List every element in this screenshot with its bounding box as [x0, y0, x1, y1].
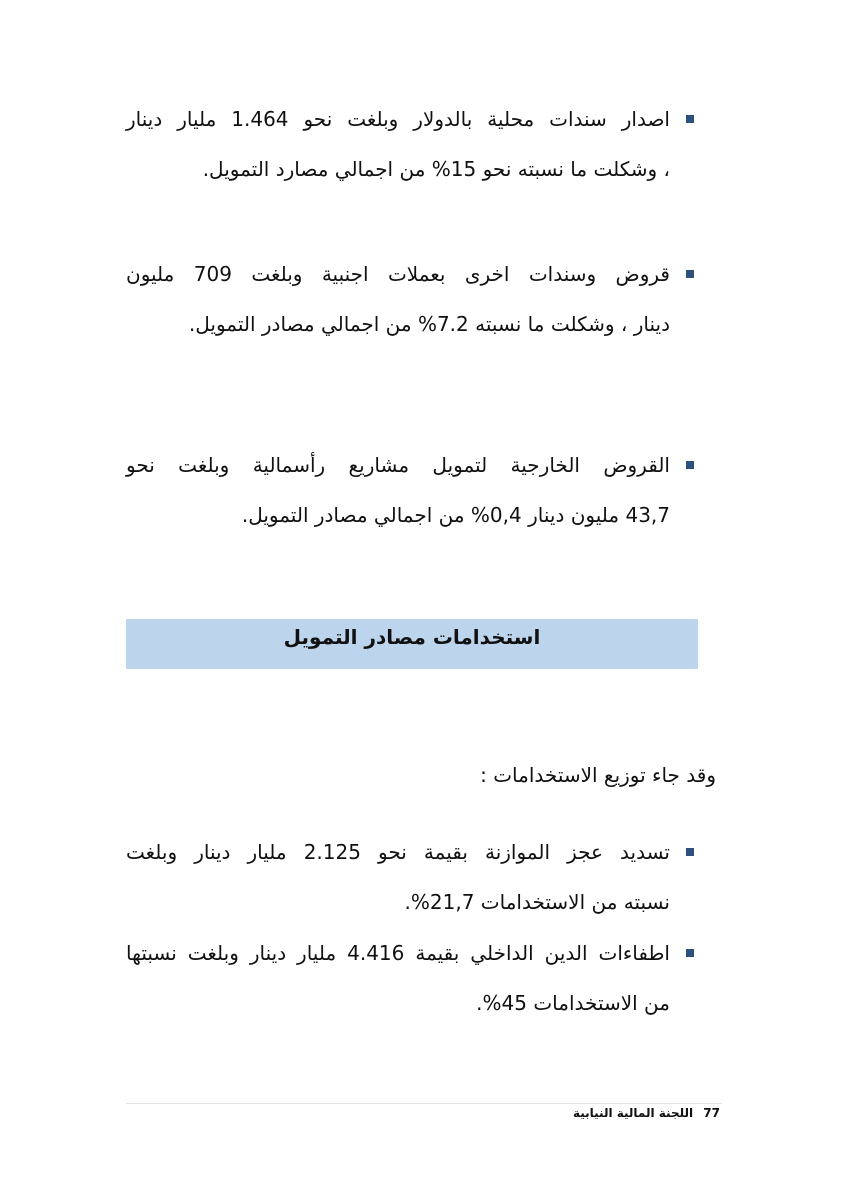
funding-source-line	[126, 249, 700, 299]
funding-source-item	[126, 440, 700, 540]
uses-line	[126, 978, 700, 1028]
section-heading: استخدامات مصادر التمويل	[126, 619, 698, 669]
page-footer	[400, 1103, 720, 1123]
funding-source-text: القروض الخارجية لتمويل مشاريع رأسمالية وبلغت نحو	[126, 453, 670, 477]
funding-source-text: قروض وسندات اخرى بعملات اجنبية وبلغت 709 مليون	[126, 262, 670, 286]
uses-text: تسديد عجز الموازنة بقيمة نحو 2.125 مليار دينار وبلغت	[126, 840, 670, 864]
uses-item	[126, 827, 700, 927]
funding-source-text: ، وشكلت ما نسبته نحو 15% من اجمالي مصارد التمويل.	[202, 157, 670, 181]
funding-source-item	[126, 249, 700, 349]
funding-source-line	[126, 94, 700, 144]
funding-source-item	[126, 94, 700, 194]
uses-text: اطفاءات الدين الداخلي بقيمة 4.416 مليار دينار وبلغت نسبتها	[126, 941, 670, 965]
uses-item	[126, 928, 700, 1028]
uses-text: نسبته من الاستخدامات 21,7%.	[404, 890, 670, 914]
uses-line	[126, 877, 700, 927]
funding-source-text: اصدار سندات محلية بالدولار وبلغت نحو 1.464 مليار دينار	[126, 107, 670, 131]
page-number: 77	[703, 1106, 720, 1120]
square-bullet-icon	[686, 848, 694, 856]
uses-text: من الاستخدامات 45%.	[476, 991, 670, 1015]
funding-source-text: 43,7 مليون دينار 0,4% من اجمالي مصادر التمويل.	[241, 503, 670, 527]
funding-source-text: دينار ، وشكلت ما نسبته 7.2% من اجمالي مصادر التمويل.	[188, 312, 670, 336]
square-bullet-icon	[686, 270, 694, 278]
funding-source-line	[126, 299, 700, 349]
uses-intro: وقد جاء توزيع الاستخدامات :	[480, 763, 716, 787]
square-bullet-icon	[686, 461, 694, 469]
uses-line	[126, 827, 700, 877]
funding-source-line	[126, 440, 700, 490]
square-bullet-icon	[686, 115, 694, 123]
committee-name: اللجنة المالية النيابية	[572, 1106, 694, 1120]
square-bullet-icon	[686, 949, 694, 957]
funding-source-line	[126, 144, 700, 194]
uses-line	[126, 928, 700, 978]
funding-source-line	[126, 490, 700, 540]
